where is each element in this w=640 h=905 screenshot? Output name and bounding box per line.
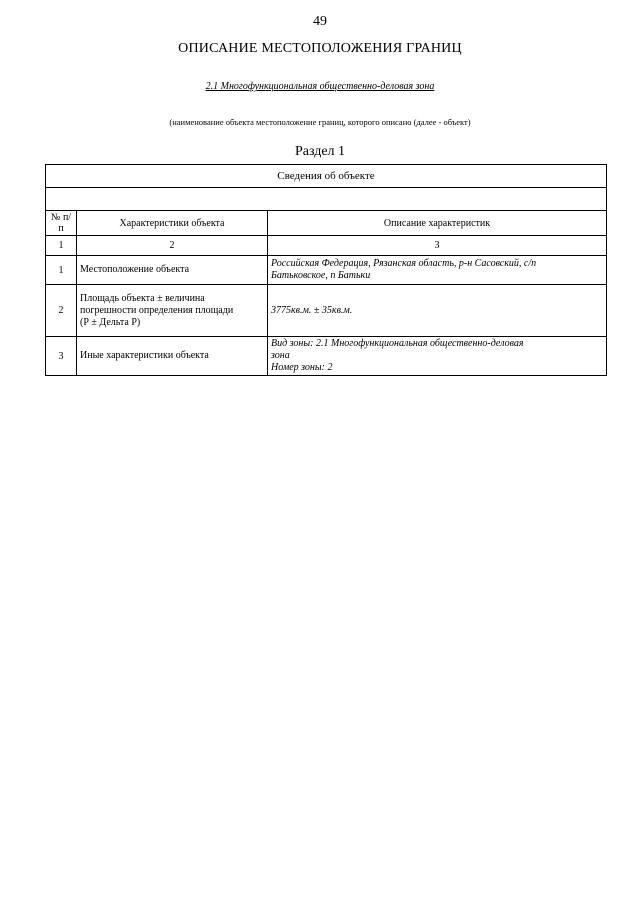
column-number: 2 bbox=[77, 236, 268, 256]
column-number: 3 bbox=[268, 236, 607, 256]
table-title: Сведения об объекте bbox=[46, 165, 607, 188]
section-title: Раздел 1 bbox=[294, 144, 346, 159]
value-line: зона bbox=[271, 350, 290, 361]
header-number: № п/п bbox=[46, 211, 77, 236]
column-numbers-row bbox=[46, 236, 607, 256]
table-empty-cell bbox=[46, 188, 607, 211]
row-number: 2 bbox=[46, 285, 77, 337]
row-number: 1 bbox=[46, 256, 77, 285]
row-characteristic: Иные характеристики объекта bbox=[77, 337, 268, 376]
table-row bbox=[46, 285, 607, 337]
column-number: 1 bbox=[46, 236, 77, 256]
row-value bbox=[268, 285, 607, 337]
row-characteristic bbox=[77, 285, 268, 337]
object-name-text: 2.1 Многофункциональная общественно-деловая зона bbox=[205, 81, 435, 92]
row-characteristic: Местоположение объекта bbox=[77, 256, 268, 285]
row-value bbox=[268, 337, 607, 376]
object-name bbox=[0, 81, 640, 92]
row-value bbox=[268, 256, 607, 285]
value-line: Вид зоны: 2.1 Многофункциональная общественно-деловая bbox=[271, 338, 524, 349]
characteristic-line: (Р ± Дельта Р) bbox=[80, 316, 141, 328]
characteristic-line: погрешности определения площади bbox=[80, 304, 234, 316]
characteristic-line: Площадь объекта ± величина bbox=[80, 292, 205, 304]
table-header-row bbox=[46, 211, 607, 236]
value-line: 3775кв.м. ± 35кв.м. bbox=[271, 304, 353, 316]
object-info-table bbox=[45, 164, 607, 376]
page-number: 49 bbox=[313, 14, 327, 29]
page-title: ОПИСАНИЕ МЕСТОПОЛОЖЕНИЯ ГРАНИЦ bbox=[178, 41, 462, 56]
value-line: Российская Федерация, Рязанская область, р-н Сасовский, с/п bbox=[271, 258, 537, 269]
header-description: Описание характеристик bbox=[268, 211, 607, 236]
row-number: 3 bbox=[46, 337, 77, 376]
table-row bbox=[46, 337, 607, 376]
value-line: Батьковское, п Батьки bbox=[271, 270, 371, 281]
table-empty-row bbox=[46, 188, 607, 211]
value-line: Номер зоны: 2 bbox=[271, 362, 333, 373]
table-title-row bbox=[46, 165, 607, 188]
table-row bbox=[46, 256, 607, 285]
header-characteristic: Характеристики объекта bbox=[77, 211, 268, 236]
object-caption: (наименование объекта местоположение границ, которого описано (далее - объект) bbox=[169, 117, 471, 127]
